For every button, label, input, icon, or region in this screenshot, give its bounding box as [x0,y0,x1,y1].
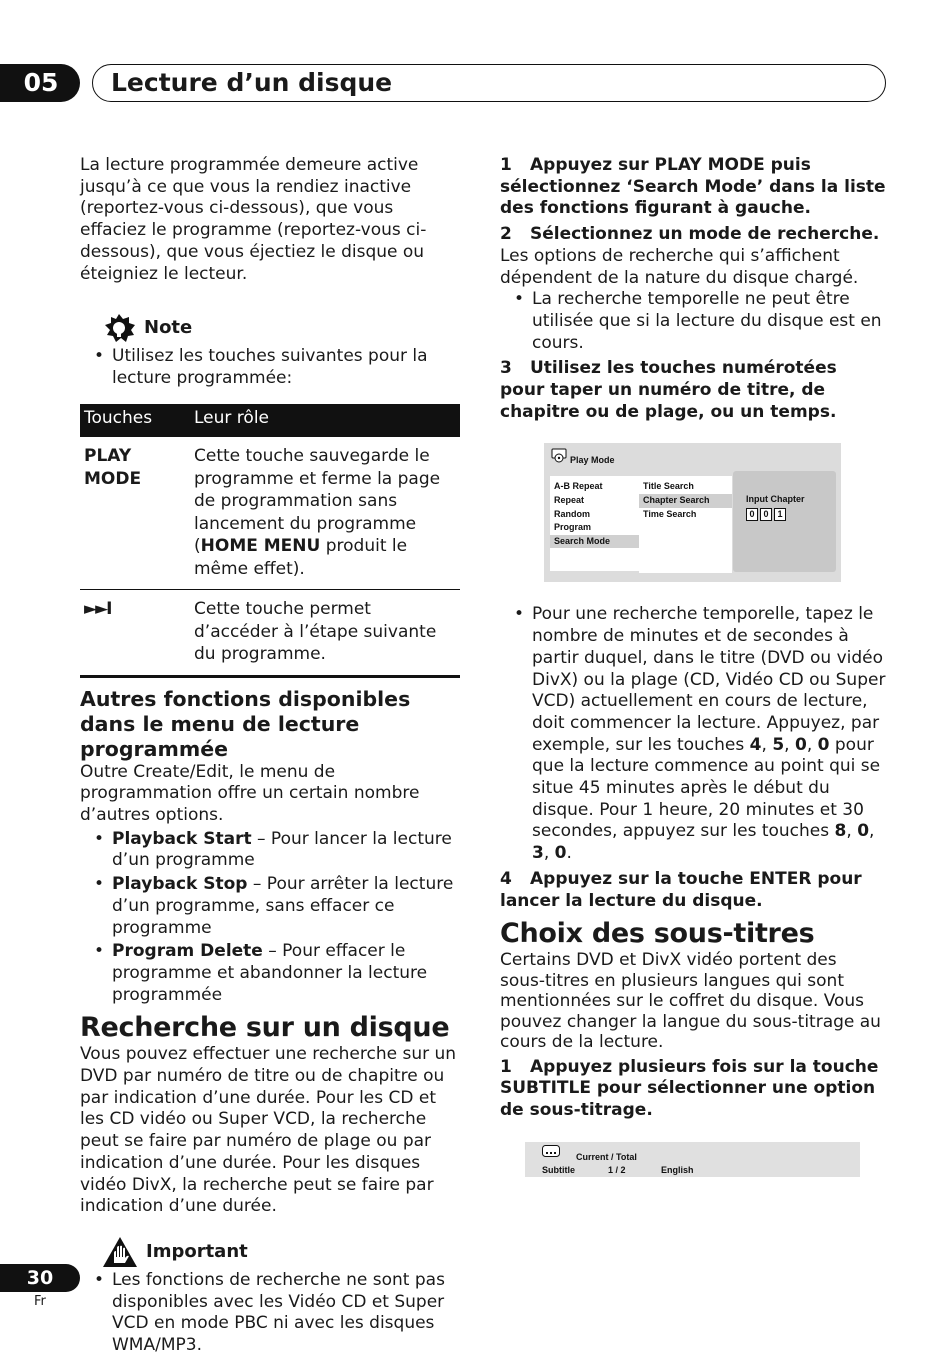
subtitle-paragraph: Certains DVD et DivX vidéo portent des sous-titres en plusieurs langues qui sont mentionnées sur le coffret du disque. Vous pouvez changer la langue du sous-titrage au cours de la lecture. [500,950,881,1053]
time-search-item: • Pour une recherche temporelle, tapez le nombre de minutes et de secondes à partir duquel, dans le titre (DVD ou vidéo DivX) ou la plage (CD, Vidéo CD ou Super VCD) actuellement en cours de lecture, doit commencer la lecture. Appuyez, par exemple, sur les touches 4, 5, 0, 0 pour que la lecture commence au point qui se situe 45 minutes après le début du disque. Pour 1 heure, 20 minutes et 30 secondes, appuyez sur les touches 8, 0, 3, 0. [500,604,886,864]
step-2-text: Les options de recherche qui s’affichent dépendent de la nature du disque chargé. [500,245,859,288]
input-label: Input Chapter [746,494,805,505]
list-item: • Playback Start – Pour lancer la lecture d’un programme [80,829,464,872]
play-mode-screen [544,443,841,582]
step-2: 2 Sélectionnez un mode de recherche. [500,224,880,245]
chapter-title: Lecture d’un disque [92,64,886,102]
subtitle-label: Subtitle [542,1164,575,1175]
table-row [80,437,460,590]
subtitle-language: English [661,1164,694,1175]
screen-title: Play Mode [570,455,615,466]
note-icon [102,313,136,343]
subtitle-step-1: 1 Appuyez plusieurs fois sur la touche SUBTITLE pour sélectionner une option de sous-titrage. [500,1056,879,1121]
list-item: • Program Delete – Pour effacer le programme et abandonner la lecture programmée [80,941,464,1006]
other-functions-list [80,829,464,1007]
table-header-role: Leur rôle [190,404,460,438]
menu-item[interactable]: Repeat [554,495,585,506]
menu-item-selected[interactable]: Search Mode [550,535,639,549]
digit-box: 0 [760,508,772,521]
digit-input[interactable] [746,508,786,521]
table-desc-cell: Cette touche permet d’accéder à l’étape suivante du programme. [190,590,460,677]
other-functions-heading: Autres fonctions disponibles dans le menu de lecture programmée [80,686,411,761]
step-1: 1 Appuyez sur PLAY MODE puis sélectionnez ‘Search Mode’ dans la liste des fonctions figurant à gauche. [500,155,886,219]
right-column [500,155,886,1177]
search-paragraph: Vous pouvez effectuer une recherche sur un DVD par numéro de titre ou de chapitre ou par indication d’une durée. Pour les CD et les CD vidéo ou Super VCD, la recherche peut se faire par numéro de plage ou par indication d’une durée. Pour les disques vidéo DivX, la recherche peut se faire par indication d’une durée. [80,1044,457,1217]
next-icon: ►►I [80,590,190,677]
input-panel [733,471,836,572]
table-desc-cell: Cette touche sauvegarde le programme et ferme la page de programmation sans lancement du programme (HOME MENU produit le même effet). [190,437,460,590]
step-4: 4 Appuyez sur la touche ENTER pour lancer la lecture du disque. [500,868,862,911]
submenu-item-selected[interactable]: Chapter Search [639,494,732,508]
other-functions-intro: Outre Create/Edit, le menu de programmation offre un certain nombre d’autres options. [80,761,420,826]
digit-box: 1 [774,508,786,521]
important-icon [102,1236,138,1268]
intro-paragraph: La lecture programmée demeure active jusqu’à ce que vous la rendiez inactive (reportez-vous ci-dessous), que vous effaciez le programme (reportez-vous ci-dessous), que vous éjectiez le disque ou éteigniez le lecteur. [80,155,427,284]
current-total-label: Current / Total [576,1151,637,1162]
play-mode-icon [551,448,567,463]
search-heading: Recherche sur un disque [80,1012,450,1044]
subtitle-screen [525,1142,860,1177]
chapter-number: 05 [0,64,80,102]
search-submenu [639,476,732,573]
important-label: Important [146,1241,248,1263]
language-code: Fr [34,1294,46,1309]
note-item: • Utilisez les touches suivantes pour la lecture programmée: [80,346,464,389]
important-item: • Les fonctions de recherche ne sont pas disponibles avec les Vidéo CD et Super VCD en mode PBC ni avec les disques WMA/MP3. [80,1270,464,1357]
subtitle-count: 1 / 2 [608,1164,626,1175]
keys-table [80,404,460,678]
step-2-item: • La recherche temporelle ne peut être utilisée que si la lecture du disque est en cours. [500,289,886,354]
subtitle-icon [542,1145,560,1157]
list-item: • Playback Stop – Pour arrêter la lecture d’un programme, sans effacer ce programme [80,874,464,939]
step-3: 3 Utilisez les touches numérotées pour taper un numéro de titre, de chapitre ou de plage, ou un temps. [500,358,837,422]
table-row [80,590,460,677]
digit-box: 0 [746,508,758,521]
table-header-keys: Touches [80,404,190,438]
submenu-item[interactable]: Title Search [643,481,694,492]
menu-item[interactable]: A-B Repeat [554,481,603,492]
page-number: 30 [0,1264,80,1292]
important-heading [102,1236,464,1268]
note-label: Note [144,317,193,339]
menu-item[interactable]: Program [554,522,592,533]
submenu-item[interactable]: Time Search [643,508,697,519]
menu-item[interactable]: Random [554,508,590,519]
play-mode-menu [550,476,639,571]
table-key-cell: PLAY MODE [80,437,190,590]
note-heading [102,313,464,343]
subtitle-heading: Choix des sous-titres [500,918,815,950]
left-column [80,155,464,1357]
